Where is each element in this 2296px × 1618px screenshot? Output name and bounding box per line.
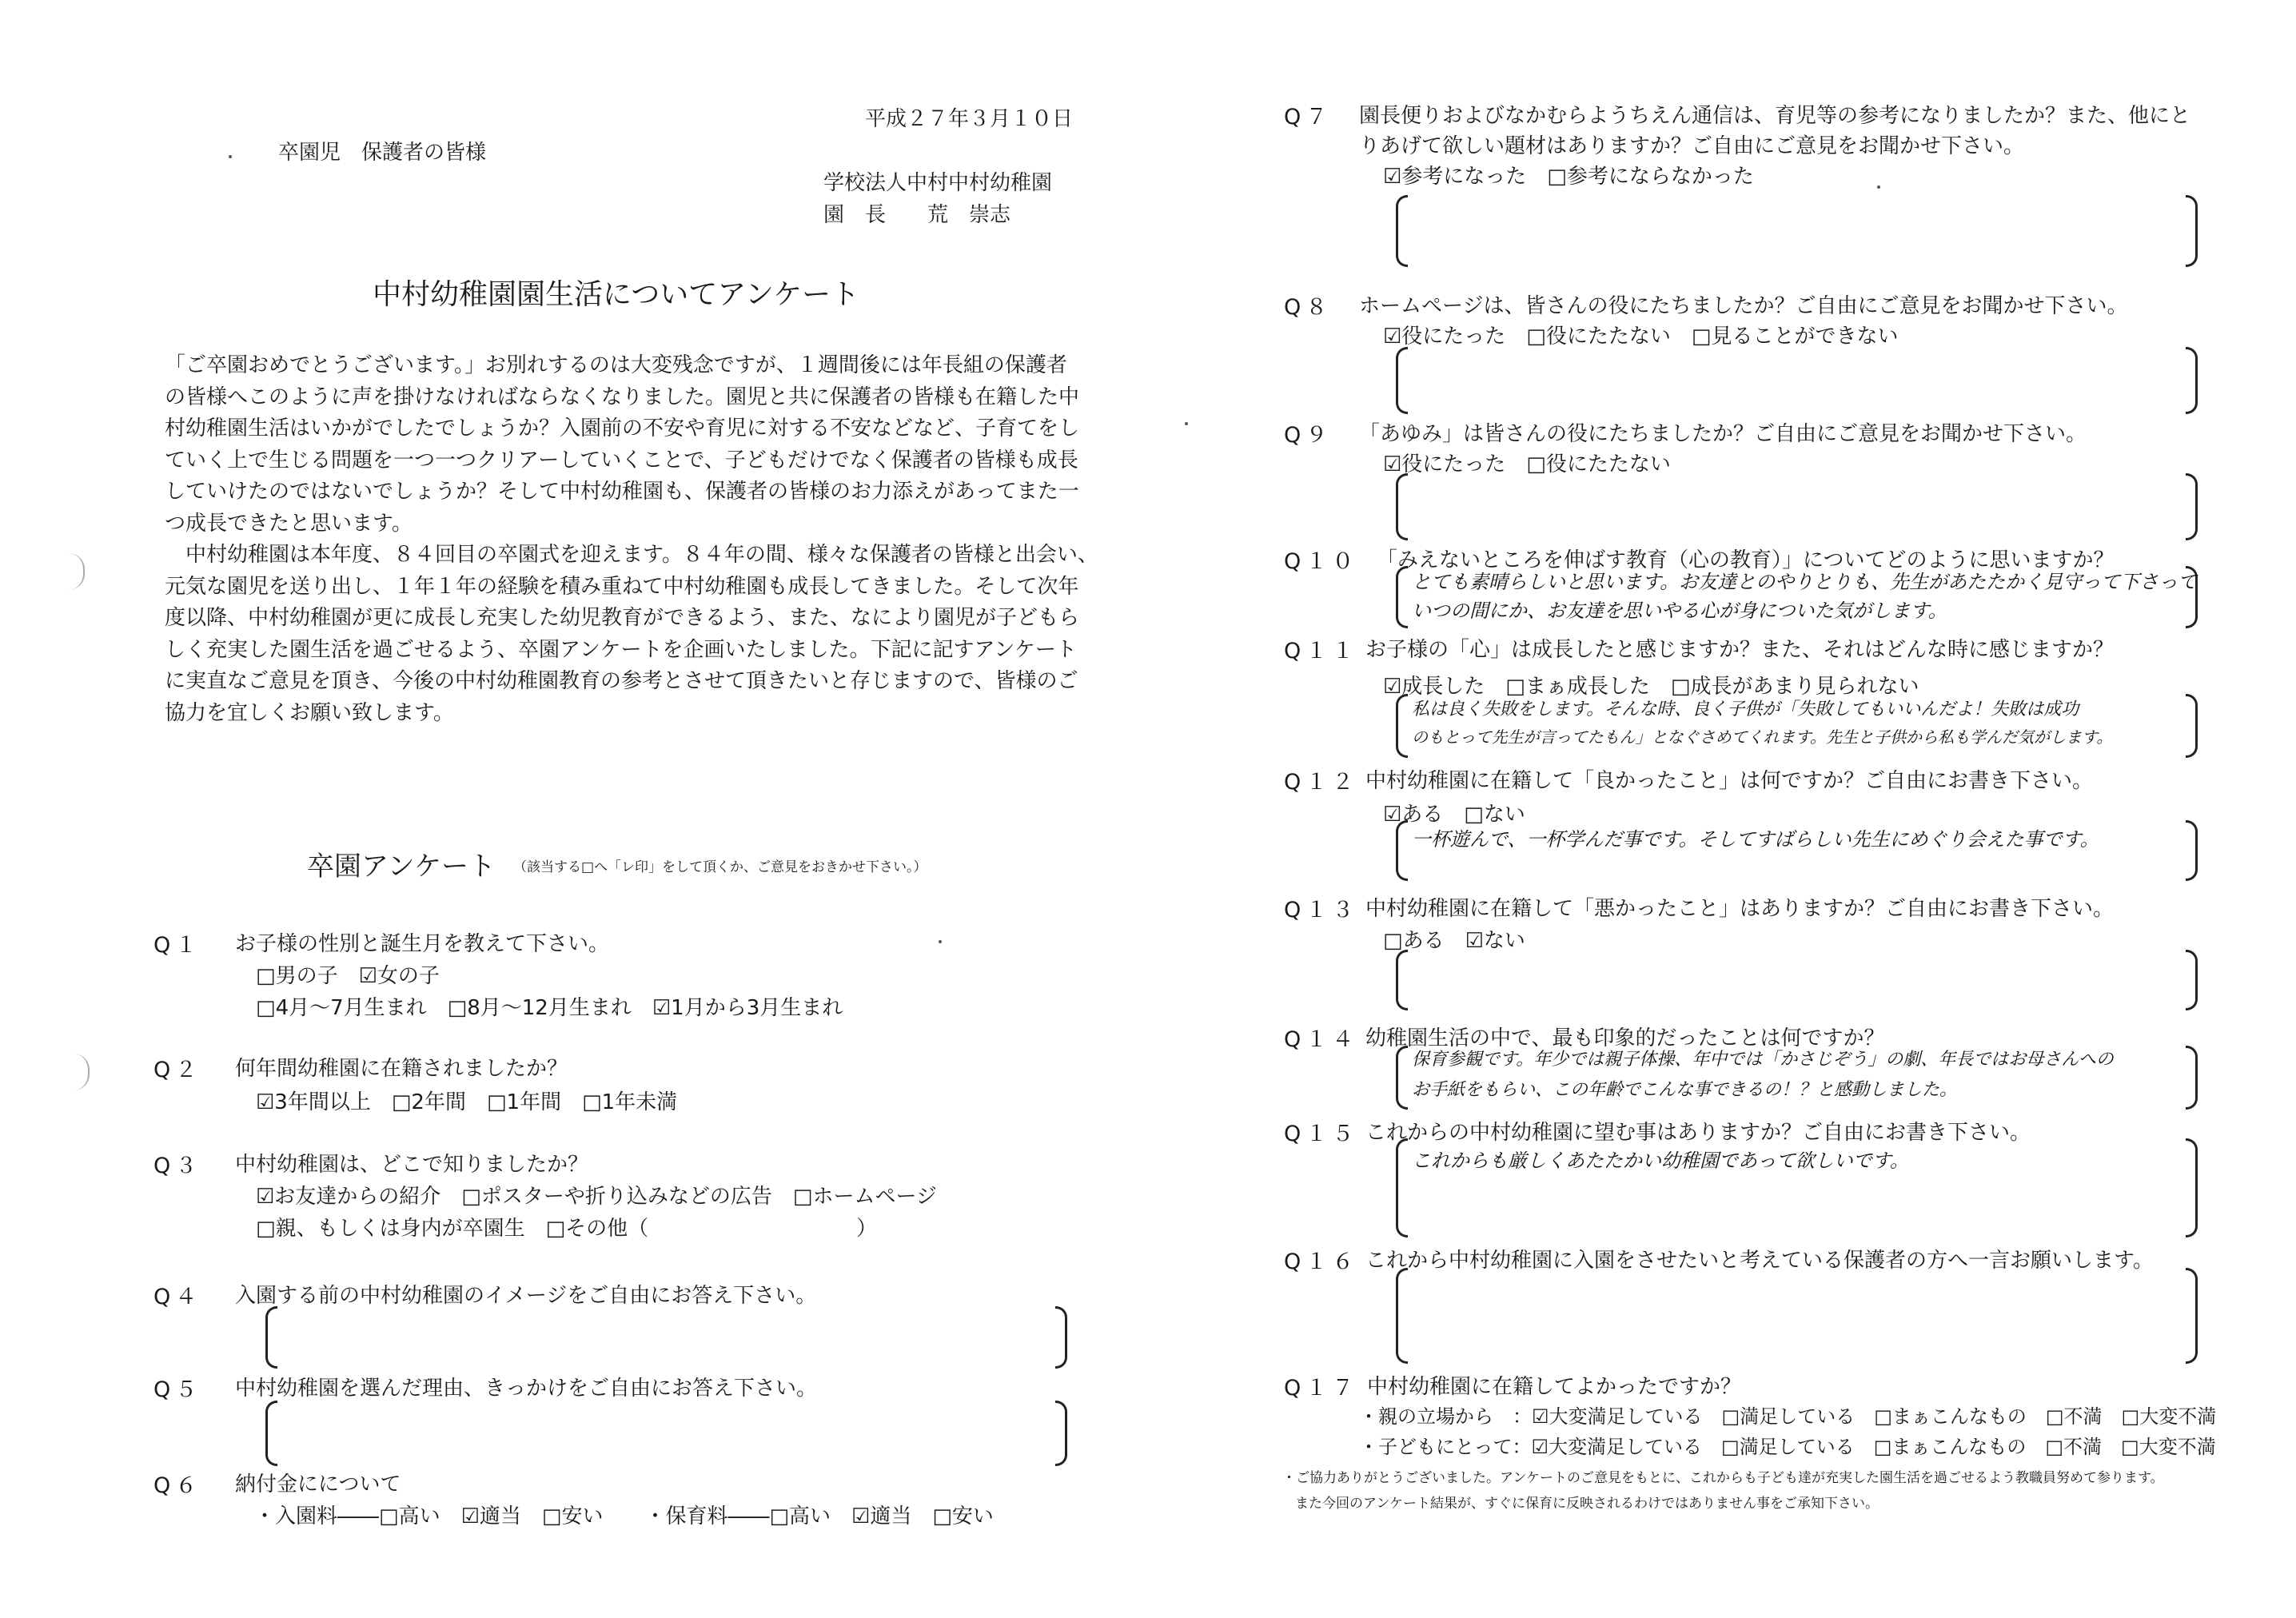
footer-note: また今回のアンケート結果が、すぐに保育に反映されるわけではありません事をご承知下さい。 bbox=[1295, 1496, 1879, 1512]
q3-source-options[interactable]: ☑お友達からの紹介 □ポスターや折り込みなどの広告 □ホームページ bbox=[256, 1185, 937, 1209]
q7-reference-options[interactable]: ☑参考になった □参考にならなかった bbox=[1383, 165, 1754, 189]
answer-bracket-left bbox=[1396, 347, 1408, 414]
question-text: お子様の「心」は成長したと感じますか？また、それはどんな時に感じますか？ bbox=[1365, 638, 2115, 662]
q6-fee-options[interactable]: ・入園料――□高い ☑適当 □安い ・保育料――□高い ☑適当 □安い bbox=[254, 1504, 994, 1528]
question-number: Q９ bbox=[1284, 423, 1333, 448]
intro-line: していけたのではないでしょうか？そして中村幼稚園も、保護者の皆様のお力添えがあってまた一 bbox=[165, 480, 1079, 504]
footer-note: ・ご協力ありがとうございました。アンケートのご意見をもとに、これからも子ども達が充実した園生活を過ごせるよう教職員努めて参ります。 bbox=[1282, 1470, 2164, 1486]
question-number: Q１３ bbox=[1284, 898, 1359, 923]
answer-bracket-right bbox=[2186, 195, 2198, 267]
question-text: 納付金にについて bbox=[235, 1473, 401, 1496]
answer-bracket-left bbox=[1396, 950, 1408, 1010]
question-text: 何年間幼稚園に在籍されましたか？ bbox=[235, 1057, 568, 1081]
intro-line: 「ご卒園おめでとうございます。」お別れするのは大変残念ですが、１週間後には年長組の保護者 bbox=[165, 353, 1067, 377]
question-text: これから中村幼稚園に入園をさせたいと考えている保護者の方へ一言お願いします。 bbox=[1365, 1249, 2154, 1273]
answer-bracket-left bbox=[1396, 694, 1408, 758]
page-title: 中村幼稚園園生活についてアンケート bbox=[373, 278, 860, 311]
intro-line: ていく上で生じる問題を一つ一つクリアーしていくことで、子どもだけでなく保護者の皆様も成長 bbox=[165, 448, 1078, 472]
q13-bad-options[interactable]: □ある ☑ない bbox=[1383, 929, 1525, 953]
answer-bracket-right bbox=[1055, 1306, 1067, 1369]
answer-bracket-left bbox=[1396, 1138, 1408, 1237]
q17-parent-options[interactable]: ・親の立場から ：☑大変満足している □満足している □まぁこんなもの □不満 □大変不満 bbox=[1359, 1405, 2217, 1428]
scan-speck bbox=[1877, 185, 1880, 189]
q12-good-options[interactable]: ☑ある □ない bbox=[1383, 803, 1525, 827]
question-text: 中村幼稚園は、どこで知りましたか？ bbox=[235, 1153, 589, 1177]
intro-text bbox=[165, 350, 1098, 729]
answer-bracket-right bbox=[2186, 347, 2198, 414]
intro-line: 元気な園児を送り出し、１年１年の経験を積み重ねて中村幼稚園も成長してきました。そして次年 bbox=[165, 574, 1079, 599]
answer-bracket-left bbox=[265, 1306, 277, 1369]
question-number: Q１ bbox=[153, 933, 202, 958]
question-text: 「あゆみ」は皆さんの役にたちましたか？ご自由にご意見をお聞かせ下さい。 bbox=[1359, 422, 2087, 446]
question-number: Q１２ bbox=[1284, 770, 1359, 795]
intro-line: の皆様へこのように声を掛けなければならなくなりました。園児と共に保護者の皆様も在籍した中 bbox=[165, 385, 1080, 409]
intro-line: 村幼稚園生活はいかがでしたでしょうか？入園前の不安や育児に対する不安などなど、子育てをし bbox=[165, 416, 1080, 440]
intro-line: に実直なご意見を頂き、今後の中村幼稚園教育の参考とさせて頂きたいと存じますので、皆様のご bbox=[165, 669, 1078, 693]
q3-source-options-2[interactable]: □親、もしくは身内が卒園生 □その他（ ） bbox=[256, 1217, 878, 1241]
answer-bracket-right bbox=[2186, 950, 2198, 1010]
question-number: Q１６ bbox=[1284, 1249, 1359, 1274]
school-name: 学校法人中村中村幼稚園 bbox=[823, 171, 1053, 195]
question-text: お子様の性別と誕生月を教えて下さい。 bbox=[235, 932, 610, 956]
answer-bracket-right bbox=[2186, 1268, 2198, 1364]
question-text: 中村幼稚園に在籍して「良かったこと」は何ですか？ご自由にお書き下さい。 bbox=[1365, 769, 2094, 793]
answer-bracket-left bbox=[1396, 820, 1408, 881]
question-number: Q１１ bbox=[1284, 639, 1359, 664]
answer-bracket-right bbox=[2186, 1138, 2198, 1237]
answer-bracket-left bbox=[1396, 1046, 1408, 1110]
right-page bbox=[1148, 0, 2296, 1618]
question-text: 中村幼稚園を選んだ理由、きっかけをご自由にお答え下さい。 bbox=[235, 1377, 818, 1401]
question-number: Q１４ bbox=[1284, 1027, 1359, 1052]
scan-speck bbox=[1185, 422, 1188, 425]
question-text: 幼稚園生活の中で、最も印象的だったことは何ですか？ bbox=[1365, 1026, 1885, 1050]
answer-bracket-left bbox=[1396, 473, 1408, 540]
answer-bracket-right bbox=[1055, 1401, 1067, 1466]
scan-speck bbox=[229, 155, 232, 158]
handwritten-answer: お手紙をもらい、この年齢でこんな事できるの！？と感動しました。 bbox=[1412, 1080, 1958, 1100]
answer-bracket-right bbox=[2186, 820, 2198, 881]
answer-bracket-right bbox=[2186, 473, 2198, 540]
question-number: Q５ bbox=[153, 1377, 202, 1402]
q1-gender-options[interactable]: □男の子 ☑女の子 bbox=[256, 964, 440, 988]
question-number: Q１７ bbox=[1284, 1376, 1359, 1401]
question-text: ホームページは、皆さんの役にたちましたか？ご自由にご意見をお聞かせ下さい。 bbox=[1359, 294, 2128, 318]
q11-growth-options[interactable]: ☑成長した □まぁ成長した □成長があまり見られない bbox=[1383, 675, 1919, 699]
q2-years-options[interactable]: ☑3年間以上 □2年間 □1年間 □1年未満 bbox=[256, 1090, 678, 1114]
binder-hole-mark bbox=[64, 1054, 90, 1090]
question-number: Q１５ bbox=[1284, 1122, 1359, 1146]
intro-line: 中村幼稚園は本年度、８４回目の卒園式を迎えます。８４年の間、様々な保護者の皆様と出会い、 bbox=[165, 543, 1098, 567]
question-number: Q７ bbox=[1284, 105, 1333, 130]
question-number: Q２ bbox=[153, 1058, 202, 1082]
q1-birth-month-options[interactable]: □4月～7月生まれ □8月～12月生まれ ☑1月から3月生まれ bbox=[256, 996, 843, 1020]
scan-speck bbox=[939, 940, 942, 943]
handwritten-answer: 一杯遊んで、一杯学んだ事です。そしてすばらしい先生にめぐり会えた事です。 bbox=[1412, 828, 2099, 851]
principal-name: 園 長 荒 崇志 bbox=[823, 203, 1011, 227]
handwritten-answer: 私は良く失敗をします。そんな時、良く子供が「失敗してもいいんだよ！失敗は成功 bbox=[1412, 699, 2079, 719]
question-text: これからの中村幼稚園に望む事はありますか？ご自由にお書き下さい。 bbox=[1365, 1121, 2031, 1145]
handwritten-answer: 保育参観です。年少では親子体操、年中では「かさじぞう」の劇、年長ではお母さんへの bbox=[1412, 1050, 2114, 1070]
answer-bracket-left bbox=[1396, 1268, 1408, 1364]
intro-line: しく充実した園生活を過ごせるよう、卒園アンケートを企画いたしました。下記に記すアンケート bbox=[165, 637, 1077, 662]
question-number: Q６ bbox=[153, 1473, 202, 1498]
recipient: 卒園児 保護者の皆様 bbox=[278, 141, 487, 165]
intro-line: 度以降、中村幼稚園が更に成長し充実した幼児教育ができるよう、また、なにより園児が子どもら bbox=[165, 606, 1080, 630]
question-text: 中村幼稚園に在籍して「悪かったこと」はありますか？ご自由にお書き下さい。 bbox=[1365, 897, 2115, 921]
survey-heading: 卒園アンケート bbox=[307, 851, 496, 883]
answer-bracket-left bbox=[1396, 195, 1408, 267]
question-text: 園長便りおよびなかむらようちえん通信は、育児等の参考になりましたか？また、他にと bbox=[1359, 104, 2191, 128]
binder-hole-mark bbox=[59, 553, 85, 590]
answer-bracket-right bbox=[2186, 694, 2198, 758]
answer-bracket-left bbox=[265, 1401, 277, 1466]
question-text: 入園する前の中村幼稚園のイメージをご自由にお答え下さい。 bbox=[235, 1284, 817, 1308]
answer-bracket-right bbox=[2186, 1046, 2198, 1110]
question-number: Q１０ bbox=[1284, 549, 1359, 574]
question-number: Q３ bbox=[153, 1154, 202, 1178]
question-text: 「みえないところを伸ばす教育（心の教育）」についてどのように思いますか？ bbox=[1377, 548, 2115, 572]
handwritten-answer: これからも厳しくあたたかい幼稚園であって欲しいです。 bbox=[1412, 1150, 1909, 1172]
q17-child-options[interactable]: ・子どもにとって：☑大変満足している □満足している □まぁこんなもの □不満 □大変不満 bbox=[1359, 1436, 2216, 1458]
date: 平成２７年３月１０日 bbox=[865, 107, 1074, 131]
question-number: Q８ bbox=[1284, 295, 1333, 320]
question-number: Q４ bbox=[153, 1285, 202, 1309]
question-text-continued: りあげて欲しい題材はありますか？ご自由にご意見をお聞かせ下さい。 bbox=[1359, 134, 2025, 158]
q9-ayumi-options[interactable]: ☑役にたった □役にたたない bbox=[1383, 452, 1671, 476]
handwritten-answer: いつの間にか、お友達を思いやる心が身についた気がします。 bbox=[1412, 600, 1947, 622]
answer-bracket-left bbox=[1396, 566, 1408, 628]
q8-homepage-options[interactable]: ☑役にたった □役にたたない □見ることができない bbox=[1383, 325, 1899, 349]
survey-instruction: （該当する□へ「レ印」をして頂くか、ご意見をおきかせ下さい。） bbox=[513, 859, 927, 875]
handwritten-answer: のもとって先生が言ってたもん」となぐさめてくれます。先生と子供から私も学んだ気がします。 bbox=[1412, 727, 2113, 747]
intro-line: 協力を宜しくお願い致します。 bbox=[165, 700, 454, 725]
question-text: 中村幼稚園に在籍してよかったですか？ bbox=[1367, 1375, 1742, 1399]
intro-line: つ成長できたと思います。 bbox=[165, 511, 413, 536]
handwritten-answer: とても素晴らしいと思います。お友達とのやりとりも、先生があたたかく見守って下さって bbox=[1412, 571, 2198, 593]
